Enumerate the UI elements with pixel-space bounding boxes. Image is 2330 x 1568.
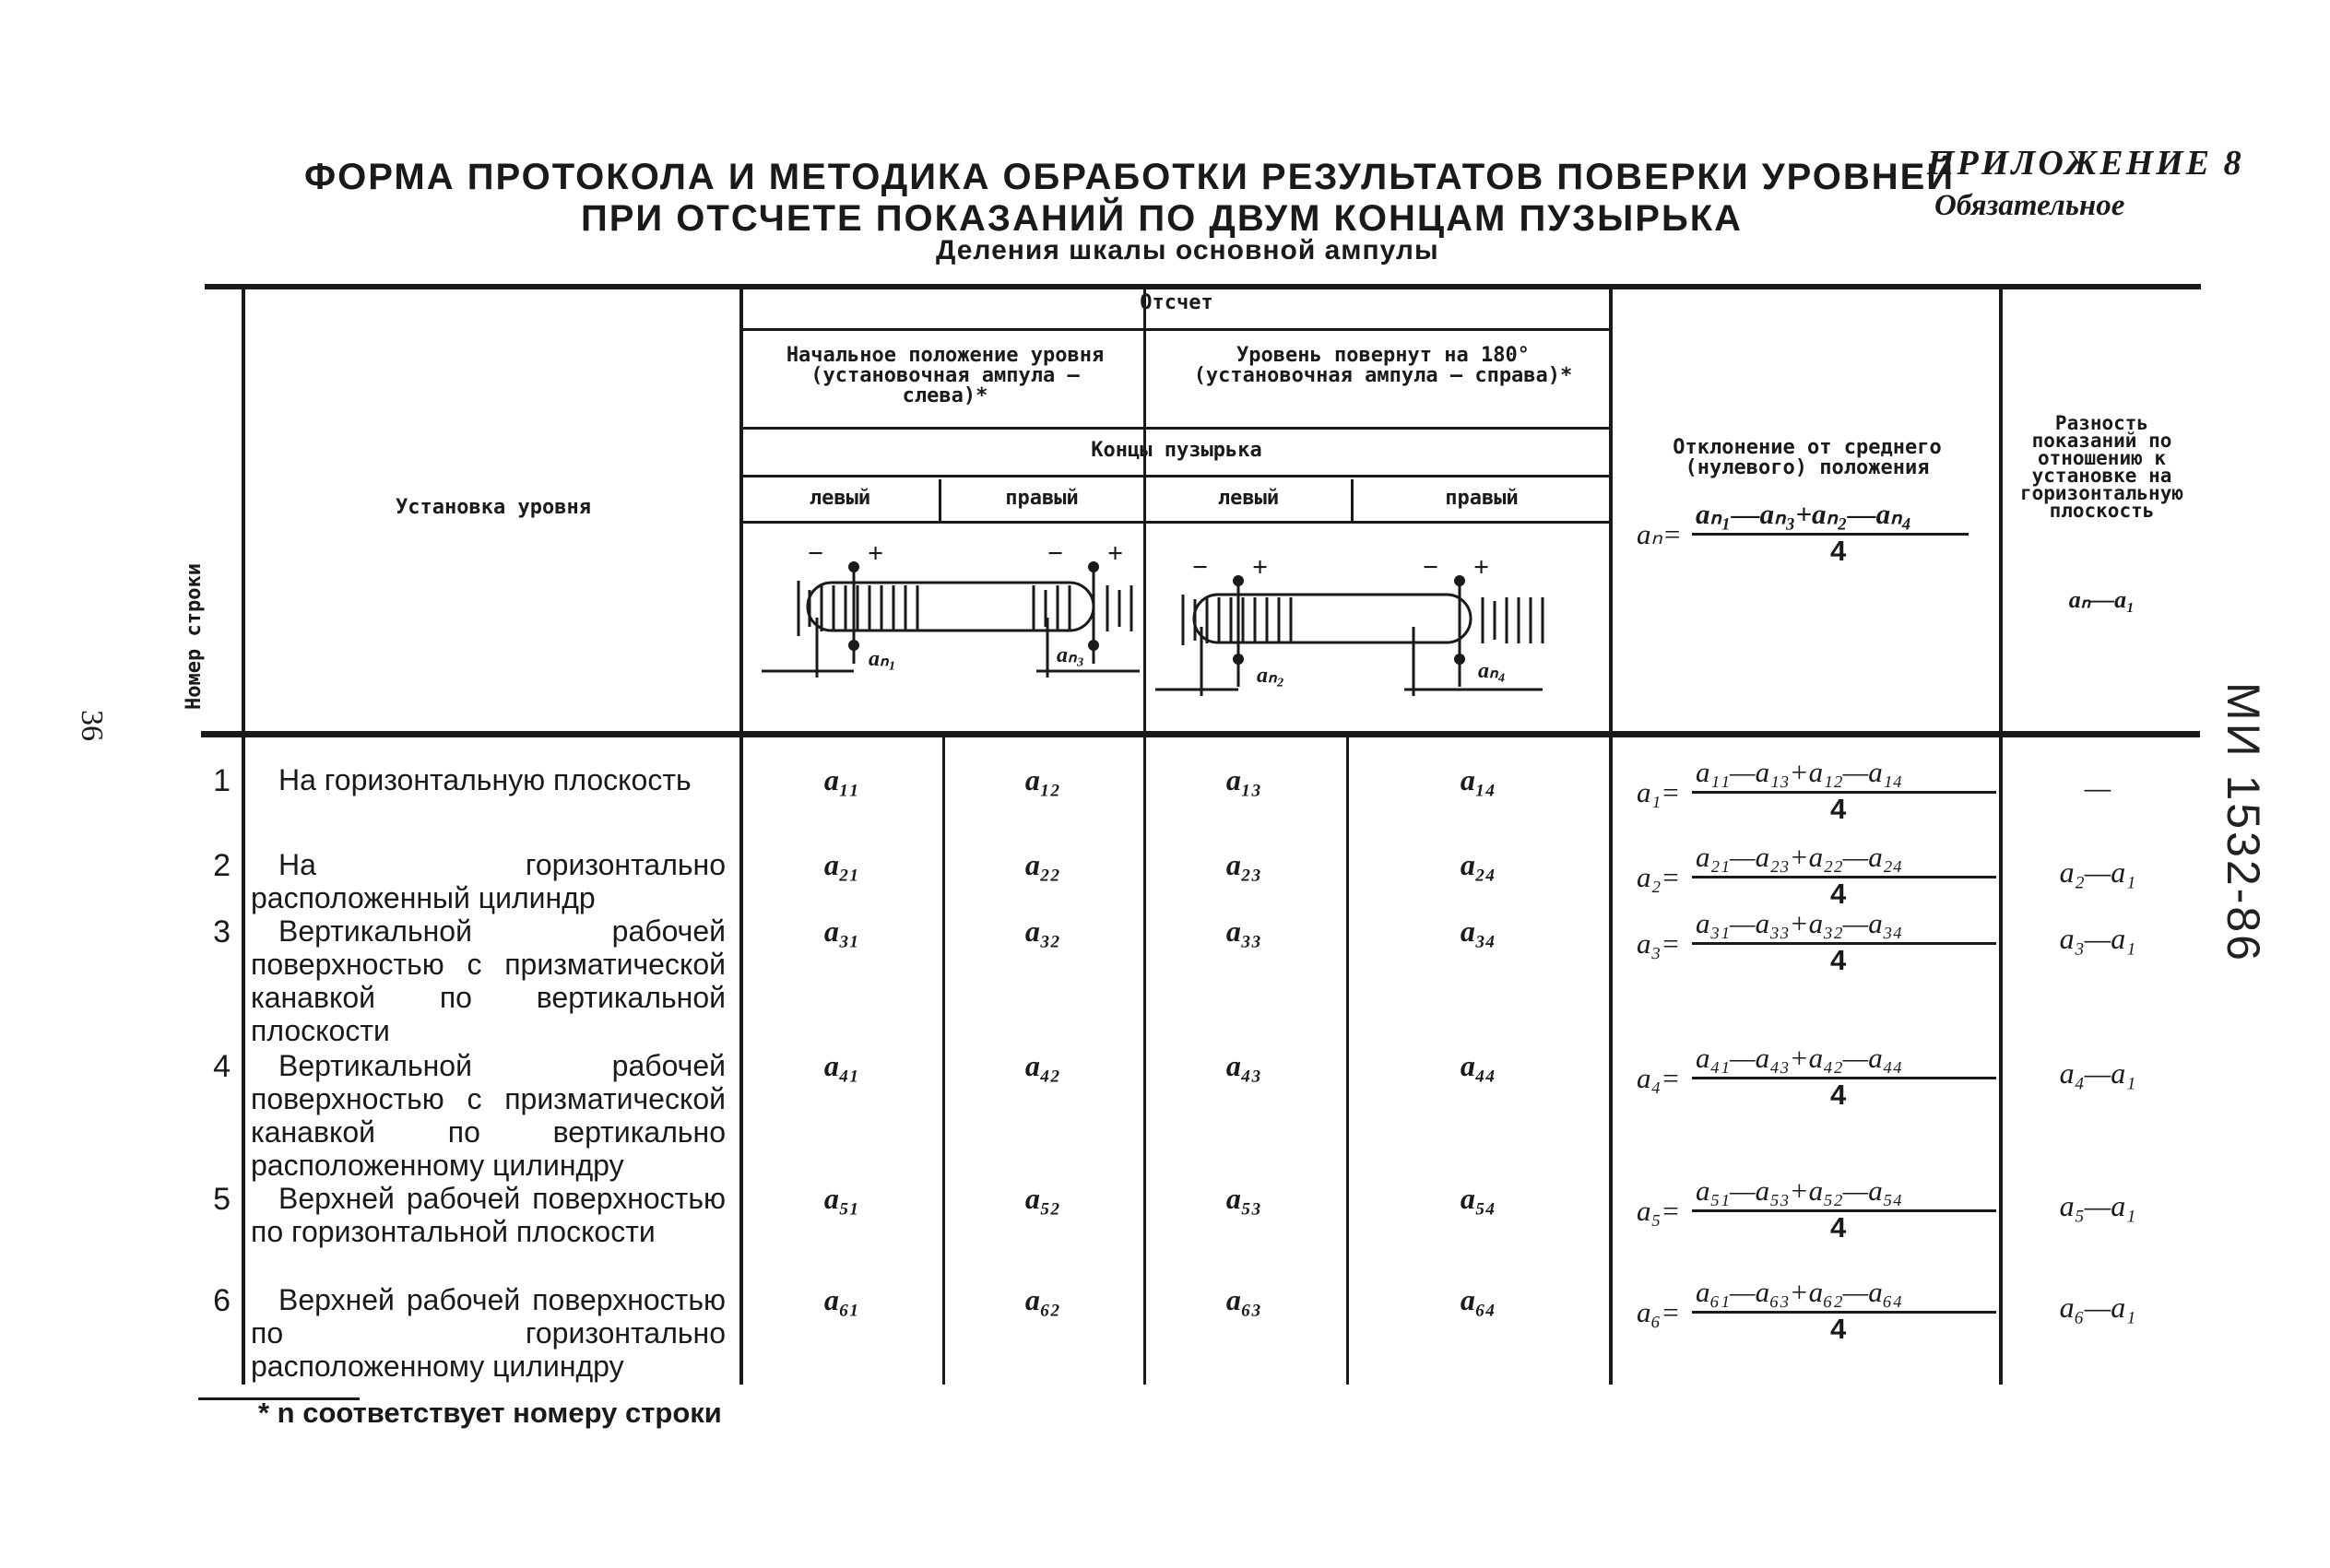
setup-header: Установка уровня (396, 496, 591, 519)
reading-value: a₄₁ (823, 1049, 860, 1082)
formula-lhs: a₆= (1637, 1296, 1681, 1328)
table-subtitle: Деления шкалы основной ампулы (936, 235, 1439, 265)
formula-denominator: 4 (1830, 1211, 1847, 1244)
bubble-sketch-initial (743, 525, 1143, 733)
formula-lhs: a₂= (1637, 861, 1681, 893)
reading-value: a₂₄ (1460, 848, 1496, 881)
difference-formula: aₙ—a₁ (2068, 586, 2135, 613)
row-difference: a₅—a₁ (2059, 1189, 2136, 1222)
row-setup-text: Верхней рабочей поверхностью по горизонтально расположенному цилиндру (251, 1283, 726, 1383)
formula-numerator: a₁₁—a₁₃+a₁₂—a₁₄ (1696, 756, 1903, 788)
page-number: 36 (75, 710, 109, 741)
formula-numerator: aₙ₁—aₙ₃+aₙ₂—aₙ₄ (1696, 498, 1912, 530)
svg-text:+: + (868, 538, 884, 569)
sketch-label-an4: aₙ₄ (1478, 659, 1506, 683)
reading-value: a₅₄ (1460, 1182, 1496, 1215)
formula-numerator: a₃₁—a₃₃+a₃₂—a₃₄ (1696, 907, 1903, 939)
svg-text:−: − (1047, 538, 1064, 569)
svg-text:−: − (1423, 552, 1439, 583)
table-top-rule (205, 284, 2201, 289)
sketch-label-an2: aₙ₂ (1257, 664, 1284, 688)
svg-text:+: + (1473, 552, 1490, 583)
reading-value: a₅₁ (823, 1182, 860, 1215)
reading-value: a₂₁ (823, 848, 860, 881)
bubble-sketch-rotated (1146, 525, 1607, 733)
row-setup-text: На горизонтальную плоскость (278, 763, 692, 796)
reading-value: a₃₃ (1225, 914, 1262, 948)
formula-lhs: a₃= (1637, 927, 1681, 960)
bubble-ends-under-rule (743, 475, 1610, 477)
position-divider (1143, 331, 1146, 429)
row-difference: a₆—a₁ (2059, 1291, 2136, 1324)
formula-numerator: a₄₁—a₄₃+a₄₂—a₄₄ (1696, 1042, 1903, 1074)
position-under-rule (743, 427, 1610, 430)
left-right-under-rule (743, 521, 1610, 524)
reading-value: a₆₂ (1024, 1283, 1061, 1316)
row-number: 6 (213, 1283, 231, 1318)
formula-denominator: 4 (1830, 944, 1847, 976)
formula-numerator: a₅₁—a₅₃+a₅₂—a₅₄ (1696, 1174, 1903, 1207)
row-number: 2 (213, 848, 231, 883)
right-header-2: правый (1445, 487, 1519, 510)
reading-value: a₁₂ (1024, 763, 1061, 796)
reading-value: a₂₃ (1225, 848, 1262, 881)
sketch-label-an3: aₙ₃ (1057, 643, 1084, 667)
reading-value: a₁₁ (823, 763, 860, 796)
reading-header: Отсчет (1140, 291, 1213, 314)
appendix-label: ПРИЛОЖЕНИЕ 8 (1927, 144, 2244, 183)
footnote: * n соответствует номеру строки (258, 1397, 722, 1429)
difference-header: Разность показаний по отношению к установке на горизонтальную плоскость (2019, 412, 2183, 522)
svg-text:+: + (1107, 538, 1124, 569)
svg-text:−: − (1192, 552, 1209, 583)
col-divider-5 (1346, 737, 1349, 1385)
sketch-label-an1: aₙ₁ (869, 647, 896, 671)
reading-value: a₃₄ (1460, 914, 1496, 948)
row-number-header: Номер строки (183, 563, 206, 710)
reading-value: a₃₂ (1024, 914, 1061, 948)
left-header-2: левый (1217, 487, 1280, 510)
col-divider-3 (942, 737, 945, 1385)
initial-position-header: Начальное положение уровня (установочная ампула — слева)* (786, 344, 1105, 407)
rotated-position-header: Уровень повернут на 180° (установочная ампула — справа)* (1193, 344, 1573, 387)
reading-value: a₁₃ (1225, 763, 1262, 796)
formula-lhs: aₙ= (1637, 518, 1682, 550)
formula-numerator: a₆₁—a₆₃+a₆₂—a₆₄ (1696, 1276, 1903, 1308)
row-setup-text: Верхней рабочей поверхностью по горизонтальной плоскости (251, 1182, 726, 1248)
row-number: 4 (213, 1049, 231, 1084)
right-header-1: правый (1005, 487, 1079, 510)
appendix-note: Обязательное (1934, 189, 2125, 222)
title-line-2: ПРИ ОТСЧЕТЕ ПОКАЗАНИЙ ПО ДВУМ КОНЦАМ ПУЗЫРЬКА (581, 198, 1744, 239)
reading-value: a₆₁ (823, 1283, 860, 1316)
formula-denominator: 4 (1830, 535, 1847, 567)
row-number: 1 (213, 763, 231, 798)
row-setup-text: На горизонтально расположенный цилиндр (251, 848, 726, 914)
svg-text:−: − (808, 538, 824, 569)
reading-under-rule (743, 328, 1610, 331)
formula-lhs: a₄= (1637, 1062, 1681, 1094)
reading-value: a₅₃ (1225, 1182, 1262, 1215)
row-difference: a₄—a₁ (2059, 1056, 2136, 1090)
formula-lhs: a₅= (1637, 1195, 1681, 1227)
reading-value: a₄₂ (1024, 1049, 1061, 1082)
row-difference: — (2084, 771, 2111, 804)
reading-value: a₆₃ (1225, 1283, 1262, 1316)
row-number: 5 (213, 1182, 231, 1217)
title-line-1: ФОРМА ПРОТОКОЛА И МЕТОДИКА ОБРАБОТКИ РЕЗУЛЬТАТОВ ПОВЕРКИ УРОВНЕЙ (304, 157, 1956, 197)
formula-denominator: 4 (1830, 793, 1847, 825)
deviation-header: Отклонение от среднего (нулевого) положения (1673, 436, 1942, 479)
formula-denominator: 4 (1830, 1079, 1847, 1111)
reading-value: a₆₄ (1460, 1283, 1496, 1316)
reading-value: a₄₄ (1460, 1049, 1496, 1082)
row-difference: a₃—a₁ (2059, 922, 2136, 955)
reading-value: a₄₃ (1225, 1049, 1262, 1082)
bubble-ends-header: Концы пузырька (1091, 439, 1262, 462)
document-code: МИ 1532-86 (2218, 682, 2269, 963)
row-number: 3 (213, 914, 231, 949)
formula-denominator: 4 (1830, 1313, 1847, 1345)
row-difference: a₂—a₁ (2059, 855, 2136, 889)
ampoule-shape (808, 583, 1094, 631)
col-divider-1 (242, 288, 245, 1385)
svg-text:+: + (1252, 552, 1269, 583)
row-setup-text: Вертикальной рабочей поверхностью с призматической канавкой по вертикально расположенному цилиндру (251, 1049, 726, 1182)
formula-lhs: a₁= (1637, 776, 1681, 808)
ampoule-shape-rotated (1194, 595, 1471, 643)
formula-numerator: a₂₁—a₂₃+a₂₂—a₂₄ (1696, 841, 1903, 873)
row-setup-text: Вертикальной рабочей поверхностью с призматической канавкой по вертикальной плоскости (251, 914, 726, 1047)
reading-value: a₁₄ (1460, 763, 1496, 796)
left-header-1: левый (809, 487, 871, 510)
reading-value: a₂₂ (1024, 848, 1061, 881)
reading-value: a₃₁ (823, 914, 860, 948)
reading-value: a₅₂ (1024, 1182, 1061, 1215)
formula-denominator: 4 (1830, 878, 1847, 910)
